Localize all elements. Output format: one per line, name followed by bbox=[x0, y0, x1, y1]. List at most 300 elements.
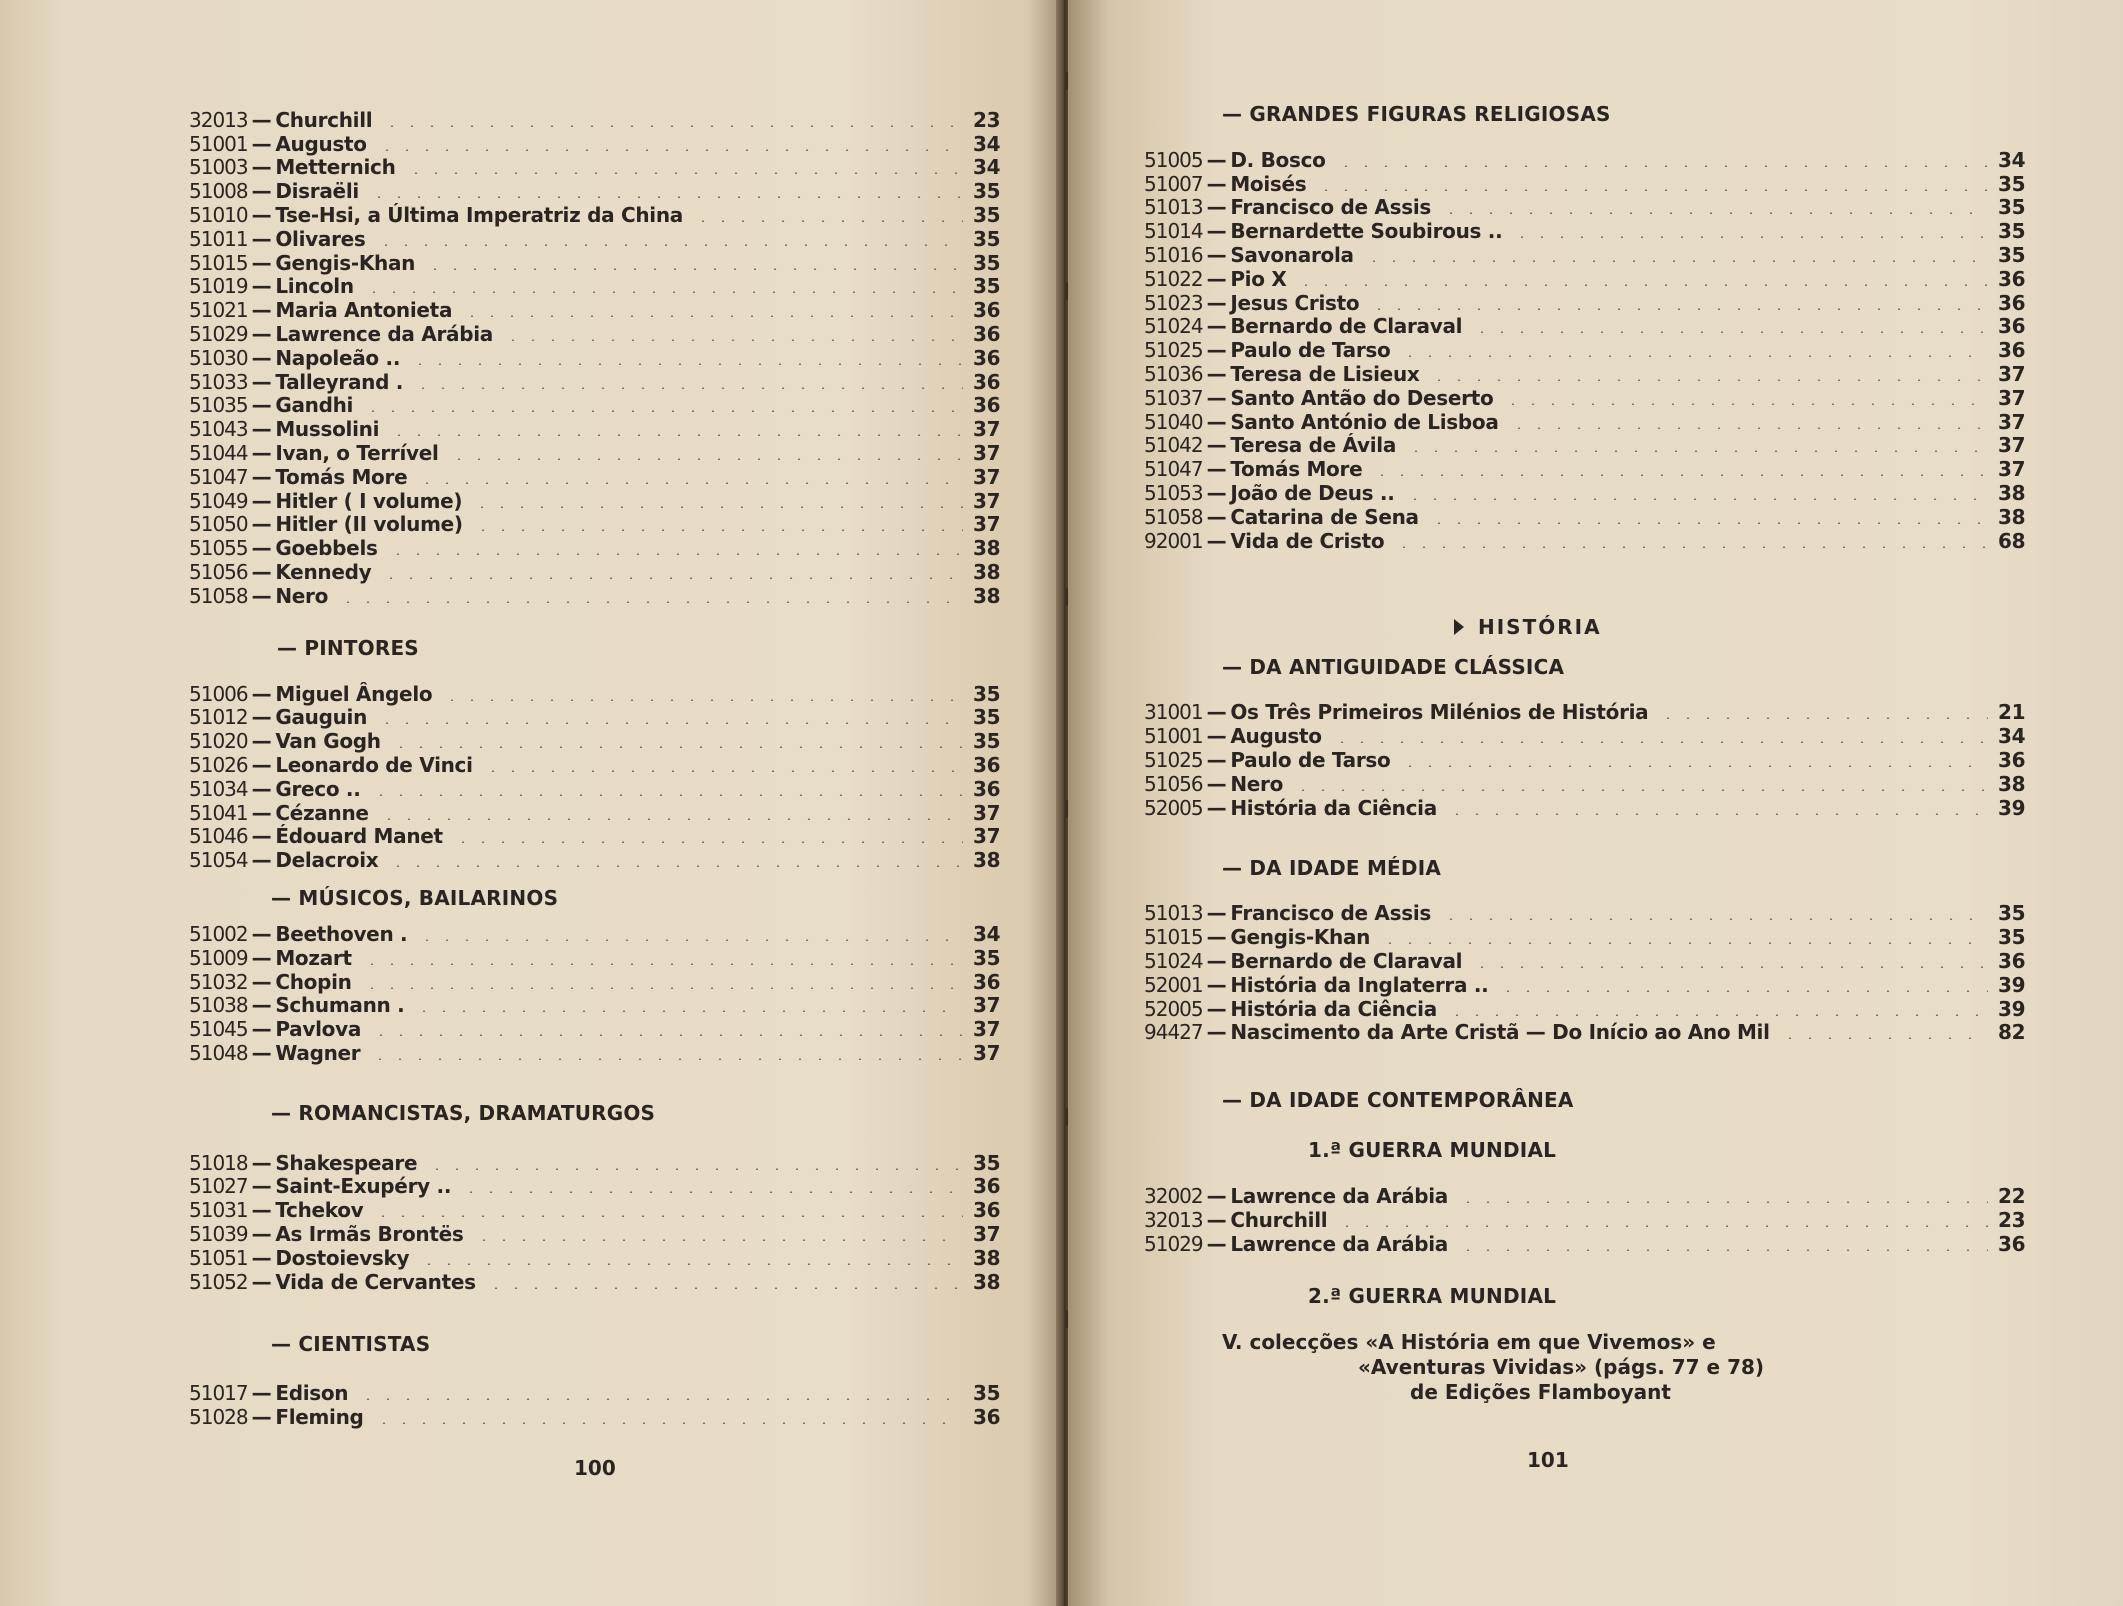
left-page bbox=[0, 0, 1060, 1606]
index-entry bbox=[189, 179, 999, 203]
entry-page: 35 bbox=[1998, 219, 2026, 244]
index-entry bbox=[189, 1175, 999, 1199]
dot-leader bbox=[427, 1168, 963, 1170]
entry-page: 35 bbox=[973, 729, 1001, 754]
dot-leader bbox=[1336, 165, 1988, 167]
entry-dash: — bbox=[1206, 925, 1227, 950]
entry-dash: — bbox=[251, 945, 272, 970]
entry-code: 51044 bbox=[189, 440, 248, 465]
entry-title: Van Gogh bbox=[275, 729, 381, 754]
entry-page: 38 bbox=[1998, 480, 2026, 505]
entry-code: 51056 bbox=[1144, 771, 1203, 796]
dot-leader bbox=[406, 172, 963, 174]
historia-title: HISTÓRIA bbox=[1478, 614, 1602, 639]
entry-code: 51041 bbox=[189, 800, 248, 825]
entry-title: Vida de Cervantes bbox=[275, 1269, 476, 1294]
entry-code: 51024 bbox=[1144, 314, 1203, 339]
dot-leader bbox=[377, 149, 963, 151]
entry-code: 51024 bbox=[1144, 948, 1203, 973]
dot-leader bbox=[379, 818, 963, 820]
entry-page: 35 bbox=[973, 1381, 1001, 1406]
dot-leader bbox=[1405, 498, 1988, 500]
entry-dash: — bbox=[251, 1405, 272, 1430]
index-entry bbox=[1144, 267, 2024, 291]
entry-title: Lawrence da Arábia bbox=[1230, 1184, 1448, 1209]
entry-dash: — bbox=[1206, 1231, 1227, 1256]
index-entry bbox=[1144, 701, 2024, 725]
dot-leader bbox=[1332, 741, 1988, 743]
dot-leader bbox=[461, 1191, 963, 1193]
dot-leader bbox=[1512, 236, 1988, 238]
entry-dash: — bbox=[251, 464, 272, 489]
entry-page: 36 bbox=[1998, 948, 2026, 973]
section-cientistas bbox=[189, 1382, 999, 1430]
entry-code: 51029 bbox=[1144, 1231, 1203, 1256]
cross-reference-note bbox=[1144, 1330, 2024, 1405]
entry-dash: — bbox=[1206, 266, 1227, 291]
dot-leader bbox=[1498, 990, 1988, 992]
heading-antiguidade: — DA ANTIGUIDADE CLÁSSICA bbox=[1222, 654, 1565, 679]
index-entry bbox=[189, 994, 999, 1018]
entry-code: 51018 bbox=[189, 1150, 248, 1175]
entry-code: 52001 bbox=[1144, 972, 1203, 997]
dot-leader bbox=[382, 125, 963, 127]
entry-code: 51058 bbox=[189, 583, 248, 608]
entry-title: Os Três Primeiros Milénios de História bbox=[1230, 700, 1649, 725]
entry-dash: — bbox=[251, 155, 272, 180]
entry-dash: — bbox=[251, 226, 272, 251]
entry-dash: — bbox=[1206, 242, 1227, 267]
entry-page: 36 bbox=[973, 393, 1001, 418]
entry-dash: — bbox=[1206, 290, 1227, 315]
dot-leader bbox=[410, 363, 963, 365]
entry-code: 51019 bbox=[189, 274, 248, 299]
entry-dash: — bbox=[251, 921, 272, 946]
entry-dash: — bbox=[1206, 700, 1227, 725]
index-entry bbox=[189, 970, 999, 994]
index-entry bbox=[189, 275, 999, 299]
dot-leader bbox=[473, 529, 963, 531]
page-number: 100 bbox=[574, 1456, 616, 1480]
entry-page: 23 bbox=[1998, 1207, 2026, 1232]
entry-code: 51042 bbox=[1144, 433, 1203, 458]
entry-page: 35 bbox=[973, 945, 1001, 970]
entry-code: 51002 bbox=[189, 921, 248, 946]
entry-page: 35 bbox=[1998, 171, 2026, 196]
entry-code: 51015 bbox=[189, 250, 248, 275]
dot-leader bbox=[1293, 789, 1988, 791]
entry-dash: — bbox=[1206, 457, 1227, 482]
dot-leader bbox=[417, 939, 963, 941]
dot-leader bbox=[1400, 765, 1988, 767]
index-entry bbox=[189, 156, 999, 180]
dot-leader bbox=[364, 291, 963, 293]
entry-dash: — bbox=[251, 752, 272, 777]
entry-code: 51025 bbox=[1144, 338, 1203, 363]
entry-title: Saint-Exupéry .. bbox=[275, 1174, 452, 1199]
entry-code: 51012 bbox=[189, 705, 248, 730]
entry-code: 51032 bbox=[189, 969, 248, 994]
index-entry bbox=[1144, 925, 2024, 949]
section-pintores bbox=[189, 682, 999, 872]
entry-title: Nero bbox=[275, 583, 329, 608]
entry-title: Teresa de Lisieux bbox=[1230, 361, 1420, 386]
dot-leader bbox=[376, 244, 963, 246]
entry-code: 51038 bbox=[189, 993, 248, 1018]
index-entry bbox=[189, 1017, 999, 1041]
entry-title: Augusto bbox=[275, 131, 367, 156]
index-entry bbox=[189, 1246, 999, 1270]
dot-leader bbox=[362, 963, 963, 965]
entry-page: 23 bbox=[973, 107, 1001, 132]
entry-page: 36 bbox=[973, 321, 1001, 346]
dot-leader bbox=[373, 1215, 963, 1217]
entry-title: Lincoln bbox=[275, 274, 354, 299]
entry-dash: — bbox=[1206, 724, 1227, 749]
entry-page: 35 bbox=[1998, 901, 2026, 926]
dot-leader bbox=[370, 1058, 963, 1060]
dot-leader bbox=[1369, 308, 1988, 310]
dot-leader bbox=[389, 434, 963, 436]
index-entry bbox=[189, 513, 999, 537]
index-entry bbox=[189, 465, 999, 489]
entry-code: 51016 bbox=[1144, 242, 1203, 267]
entry-title: Édouard Manet bbox=[275, 824, 443, 849]
section-religiosas bbox=[1144, 148, 2024, 553]
heading-contemporanea: — DA IDADE CONTEMPORÂNEA bbox=[1222, 1088, 1574, 1113]
entry-code: 51023 bbox=[1144, 290, 1203, 315]
entry-dash: — bbox=[1206, 996, 1227, 1021]
entry-dash: — bbox=[251, 848, 272, 873]
dot-leader bbox=[374, 1422, 963, 1424]
section-politicos bbox=[189, 108, 999, 608]
entry-code: 51058 bbox=[1144, 504, 1203, 529]
entry-dash: — bbox=[251, 274, 272, 299]
entry-dash: — bbox=[251, 107, 272, 132]
entry-code: 51021 bbox=[189, 298, 248, 323]
dot-leader bbox=[472, 506, 963, 508]
dot-leader bbox=[1780, 1037, 1988, 1039]
index-entry bbox=[1144, 505, 2024, 529]
index-entry bbox=[189, 298, 999, 322]
entry-dash: — bbox=[251, 800, 272, 825]
entry-title: Ivan, o Terrível bbox=[275, 440, 439, 465]
index-entry bbox=[189, 1222, 999, 1246]
dot-leader bbox=[503, 339, 963, 341]
index-entry bbox=[1144, 457, 2024, 481]
dot-leader bbox=[474, 1239, 964, 1241]
dot-leader bbox=[1337, 1225, 1988, 1227]
dot-leader bbox=[442, 699, 963, 701]
heading-religiosas: — GRANDES FIGURAS RELIGIOSAS bbox=[1222, 102, 1611, 126]
page-number: 101 bbox=[1527, 1448, 1569, 1472]
index-entry bbox=[1144, 481, 2024, 505]
entry-page: 37 bbox=[973, 1040, 1001, 1065]
section-idade-media bbox=[1144, 902, 2024, 1045]
dot-leader bbox=[369, 196, 963, 198]
entry-code: 51028 bbox=[189, 1405, 248, 1430]
entry-page: 34 bbox=[973, 155, 1001, 180]
entry-page: 37 bbox=[973, 824, 1001, 849]
entry-page: 36 bbox=[1998, 747, 2026, 772]
entry-title: Kennedy bbox=[275, 559, 372, 584]
dot-leader bbox=[1380, 942, 1988, 944]
entry-dash: — bbox=[251, 1017, 272, 1042]
dot-leader bbox=[391, 746, 963, 748]
entry-page: 36 bbox=[973, 776, 1001, 801]
entry-title: Catarina de Sena bbox=[1230, 504, 1419, 529]
entry-title: Francisco de Assis bbox=[1230, 901, 1431, 926]
entry-page: 38 bbox=[973, 848, 1001, 873]
arrow-right-icon bbox=[1454, 619, 1464, 635]
entry-code: 51001 bbox=[189, 131, 248, 156]
entry-dash: — bbox=[251, 179, 272, 204]
dot-leader bbox=[1503, 403, 1988, 405]
entry-title: Chopin bbox=[275, 969, 352, 994]
entry-dash: — bbox=[1206, 1184, 1227, 1209]
entry-title: Tse-Hsi, a Última Imperatriz da China bbox=[275, 202, 683, 227]
entry-title: Beethoven . bbox=[275, 921, 408, 946]
entry-code: 31001 bbox=[1144, 700, 1203, 725]
dot-leader bbox=[1394, 546, 1988, 548]
entry-code: 51015 bbox=[1144, 925, 1203, 950]
entry-dash: — bbox=[251, 824, 272, 849]
entry-title: Francisco de Assis bbox=[1230, 195, 1431, 220]
entry-title: Lawrence da Arábia bbox=[1230, 1231, 1448, 1256]
index-entry bbox=[189, 922, 999, 946]
entry-dash: — bbox=[1206, 219, 1227, 244]
index-entry bbox=[189, 489, 999, 513]
dot-leader bbox=[419, 1263, 963, 1265]
index-entry bbox=[1144, 772, 2024, 796]
entry-dash: — bbox=[1206, 1207, 1227, 1232]
entry-dash: — bbox=[1206, 314, 1227, 339]
index-entry bbox=[1144, 196, 2024, 220]
entry-page: 68 bbox=[1998, 528, 2026, 553]
entry-title: Delacroix bbox=[275, 848, 379, 873]
index-entry bbox=[189, 706, 999, 730]
entry-title: História da Inglaterra .. bbox=[1230, 972, 1489, 997]
entry-page: 37 bbox=[973, 488, 1001, 513]
entry-page: 36 bbox=[1998, 1231, 2026, 1256]
index-entry bbox=[1144, 973, 2024, 997]
dot-leader bbox=[414, 1010, 963, 1012]
entry-code: 51008 bbox=[189, 179, 248, 204]
entry-page: 36 bbox=[1998, 290, 2026, 315]
index-entry bbox=[189, 560, 999, 584]
entry-title: Mozart bbox=[275, 945, 352, 970]
entry-code: 51037 bbox=[1144, 385, 1203, 410]
dot-leader bbox=[358, 1398, 963, 1400]
entry-page: 38 bbox=[973, 559, 1001, 584]
entry-title: As Irmãs Brontës bbox=[275, 1222, 464, 1247]
entry-page: 38 bbox=[973, 583, 1001, 608]
dot-leader bbox=[363, 410, 963, 412]
dot-leader bbox=[1472, 966, 1988, 968]
entry-code: 51048 bbox=[189, 1040, 248, 1065]
entry-code: 32002 bbox=[1144, 1184, 1203, 1209]
entry-page: 35 bbox=[1998, 925, 2026, 950]
entry-code: 52005 bbox=[1144, 996, 1203, 1021]
dot-leader bbox=[483, 770, 963, 772]
heading-idade-media: — DA IDADE MÉDIA bbox=[1222, 855, 1442, 880]
entry-title: Augusto bbox=[1230, 724, 1322, 749]
section-antiguidade bbox=[1144, 701, 2024, 820]
index-entry bbox=[1144, 949, 2024, 973]
entry-page: 22 bbox=[1998, 1184, 2026, 1209]
entry-code: 51047 bbox=[189, 464, 248, 489]
entry-title: Churchill bbox=[275, 107, 373, 132]
dot-leader bbox=[1441, 918, 1988, 920]
index-entry bbox=[189, 417, 999, 441]
dot-leader bbox=[1400, 355, 1988, 357]
entry-code: 51005 bbox=[1144, 147, 1203, 172]
entry-code: 51020 bbox=[189, 729, 248, 754]
index-entry bbox=[1144, 315, 2024, 339]
index-entry bbox=[189, 441, 999, 465]
index-entry bbox=[189, 753, 999, 777]
dot-leader bbox=[1447, 813, 1988, 815]
entry-dash: — bbox=[251, 1269, 272, 1294]
entry-page: 39 bbox=[1998, 972, 2026, 997]
entry-title: Maria Antonieta bbox=[275, 298, 453, 323]
entry-dash: — bbox=[251, 969, 272, 994]
entry-page: 36 bbox=[973, 345, 1001, 370]
entry-title: Olivares bbox=[275, 226, 366, 251]
heading-musicos: — MÚSICOS, BAILARINOS bbox=[271, 886, 559, 911]
index-entry bbox=[189, 322, 999, 346]
entry-page: 34 bbox=[973, 131, 1001, 156]
entry-code: 94427 bbox=[1144, 1020, 1203, 1045]
entry-dash: — bbox=[251, 536, 272, 561]
entry-page: 37 bbox=[973, 1017, 1001, 1042]
entry-title: Teresa de Ávila bbox=[1230, 433, 1397, 458]
entry-page: 37 bbox=[973, 800, 1001, 825]
entry-title: João de Deus .. bbox=[1230, 480, 1395, 505]
entry-page: 21 bbox=[1998, 700, 2026, 725]
entry-page: 37 bbox=[1998, 385, 2026, 410]
entry-page: 35 bbox=[973, 179, 1001, 204]
entry-code: 51043 bbox=[189, 417, 248, 442]
entry-code: 51011 bbox=[189, 226, 248, 251]
index-entry bbox=[189, 536, 999, 560]
entry-code: 51026 bbox=[189, 752, 248, 777]
dot-leader bbox=[1509, 427, 1988, 429]
entry-title: Paulo de Tarso bbox=[1230, 338, 1391, 363]
dot-leader bbox=[486, 1287, 963, 1289]
entry-dash: — bbox=[1206, 480, 1227, 505]
dot-leader bbox=[1472, 331, 1988, 333]
entry-title: Santo Antão do Deserto bbox=[1230, 385, 1494, 410]
entry-page: 36 bbox=[973, 1198, 1001, 1223]
entry-dash: — bbox=[251, 993, 272, 1018]
entry-page: 37 bbox=[973, 512, 1001, 537]
right-page bbox=[1068, 0, 2123, 1606]
entry-page: 36 bbox=[1998, 314, 2026, 339]
entry-title: Jesus Cristo bbox=[1230, 290, 1360, 315]
entry-code: 51009 bbox=[189, 945, 248, 970]
entry-title: História da Ciência bbox=[1230, 996, 1437, 1021]
entry-dash: — bbox=[251, 681, 272, 706]
entry-page: 36 bbox=[1998, 338, 2026, 363]
entry-title: Talleyrand . bbox=[275, 369, 404, 394]
dot-leader bbox=[1372, 474, 1988, 476]
entry-title: Bernardo de Claraval bbox=[1230, 948, 1463, 973]
entry-dash: — bbox=[251, 440, 272, 465]
entry-page: 36 bbox=[973, 1174, 1001, 1199]
entry-title: Hitler (II volume) bbox=[275, 512, 463, 537]
entry-title: Greco .. bbox=[275, 776, 361, 801]
entry-title: Napoleão .. bbox=[275, 345, 401, 370]
entry-page: 37 bbox=[1998, 433, 2026, 458]
dot-leader bbox=[453, 841, 963, 843]
entry-title: Gengis-Khan bbox=[1230, 925, 1371, 950]
entry-title: Santo António de Lisboa bbox=[1230, 409, 1499, 434]
entry-page: 36 bbox=[973, 752, 1001, 777]
index-entry bbox=[1144, 410, 2024, 434]
entry-code: 51013 bbox=[1144, 901, 1203, 926]
entry-page: 36 bbox=[973, 298, 1001, 323]
entry-code: 51010 bbox=[189, 202, 248, 227]
entry-code: 51051 bbox=[189, 1245, 248, 1270]
entry-title: Dostoievsky bbox=[275, 1245, 410, 1270]
entry-dash: — bbox=[1206, 972, 1227, 997]
index-entry bbox=[189, 848, 999, 872]
entry-page: 37 bbox=[973, 417, 1001, 442]
entry-page: 37 bbox=[1998, 409, 2026, 434]
entry-dash: — bbox=[251, 369, 272, 394]
index-entry bbox=[189, 346, 999, 370]
index-entry bbox=[1144, 724, 2024, 748]
entry-title: Disraëli bbox=[275, 179, 359, 204]
index-entry bbox=[1144, 796, 2024, 820]
entry-page: 37 bbox=[973, 464, 1001, 489]
index-entry bbox=[1144, 172, 2024, 196]
entry-dash: — bbox=[1206, 433, 1227, 458]
index-entry bbox=[189, 729, 999, 753]
entry-title: Schumann . bbox=[275, 993, 405, 1018]
index-entry bbox=[1144, 338, 2024, 362]
entry-title: Edison bbox=[275, 1381, 349, 1406]
entry-dash: — bbox=[251, 393, 272, 418]
entry-title: Metternich bbox=[275, 155, 396, 180]
entry-page: 35 bbox=[973, 274, 1001, 299]
dot-leader bbox=[449, 458, 963, 460]
entry-code: 51045 bbox=[189, 1017, 248, 1042]
entry-dash: — bbox=[1206, 504, 1227, 529]
entry-code: 52005 bbox=[1144, 795, 1203, 820]
entry-title: Hitler ( I volume) bbox=[275, 488, 463, 513]
index-entry bbox=[1144, 243, 2024, 267]
entry-code: 51039 bbox=[189, 1222, 248, 1247]
entry-dash: — bbox=[251, 729, 272, 754]
entry-title: Moisés bbox=[1230, 171, 1307, 196]
index-entry bbox=[189, 132, 999, 156]
entry-dash: — bbox=[251, 1222, 272, 1247]
entry-page: 35 bbox=[973, 705, 1001, 730]
entry-title: Fleming bbox=[275, 1405, 364, 1430]
entry-page: 82 bbox=[1998, 1020, 2026, 1045]
note-line: «Aventuras Vividas» (págs. 77 e 78) bbox=[1358, 1354, 1765, 1379]
dot-leader bbox=[371, 794, 963, 796]
entry-code: 92001 bbox=[1144, 528, 1203, 553]
index-entry bbox=[189, 584, 999, 608]
entry-dash: — bbox=[251, 1150, 272, 1175]
entry-dash: — bbox=[251, 1381, 272, 1406]
entry-title: Savonarola bbox=[1230, 242, 1354, 267]
dot-leader bbox=[388, 553, 963, 555]
dot-leader bbox=[338, 601, 963, 603]
